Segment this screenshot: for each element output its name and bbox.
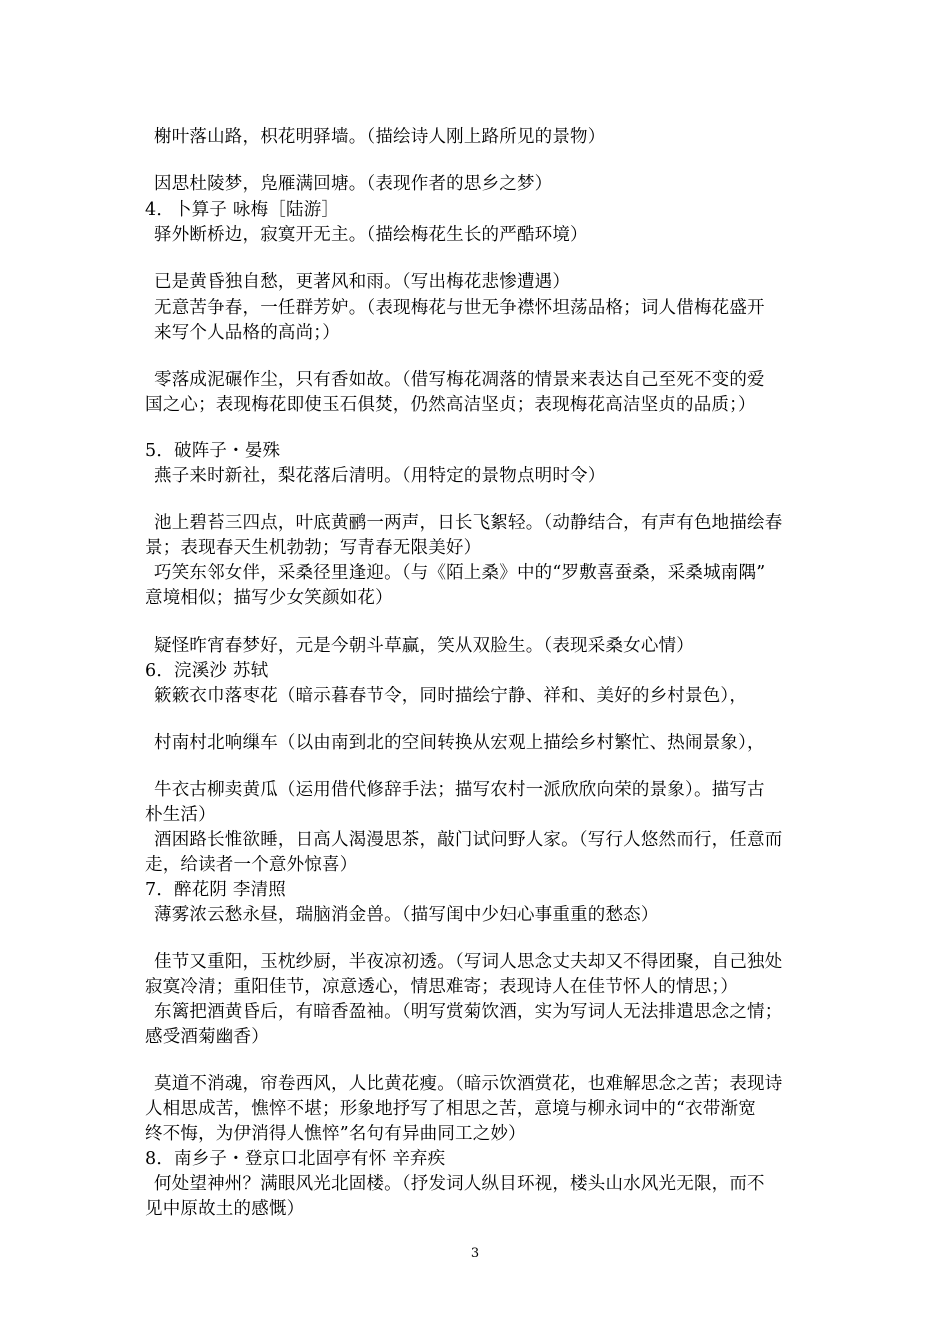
text-line: 感受酒菊幽香） — [145, 1027, 269, 1047]
page-number: 3 — [470, 1246, 480, 1261]
text-line: 牛衣古柳卖黄瓜（运用借代修辞手法；描写农村一派欣欣向荣的景象）。描写古 — [154, 780, 765, 800]
text-line: 莫道不消魂，帘卷西风，人比黄花瘦。（暗示饮酒赏花，也难解思念之苦；表现诗 — [154, 1074, 783, 1094]
text-line: 佳节又重阳，玉枕纱厨，半夜凉初透。（写词人思念丈夫却又不得团聚，自己独处 — [154, 952, 783, 972]
section-heading: 6．浣溪沙 苏轼 — [145, 661, 269, 681]
text-line: 无意苦争春，一任群芳妒。（表现梅花与世无争襟怀坦荡品格；词人借梅花盛开 — [154, 298, 765, 318]
text-line: 已是黄昏独自愁，更著风和雨。（写出梅花悲惨遭遇） — [154, 272, 571, 292]
text-line: 巧笑东邻女伴，采桑径里逢迎。（与《陌上桑》中的“罗敷喜蚕桑，采桑城南隅” — [154, 563, 766, 583]
text-line: 寂寞冷清；重阳佳节，凉意透心，情思难寄；表现诗人在佳节怀人的情思；） — [145, 977, 739, 997]
section-heading: 5．破阵子・晏殊 — [145, 441, 281, 461]
section-heading: 4．卜算子 咏梅［陆游］ — [145, 200, 340, 220]
text-line: 池上碧苔三四点，叶底黄鹂一两声，日长飞絮轻。（动静结合，有声有色地描绘春 — [154, 513, 783, 533]
section-heading: 7．醉花阴 李清照 — [145, 880, 286, 900]
text-line: 终不悔，为伊消得人憔悴”名句有异曲同工之妙） — [145, 1124, 526, 1144]
text-line: 驿外断桥边，寂寞开无主。（描绘梅花生长的严酷环境） — [154, 225, 588, 245]
text-line: 村南村北响缫车（以由南到北的空间转换从宏观上描绘乡村繁忙、热闹景象）， — [154, 733, 765, 753]
text-line: 东篱把酒黄昏后，有暗香盈袖。（明写赏菊饮酒，实为写词人无法排遣思念之情； — [154, 1002, 783, 1022]
text-line: 国之心；表现梅花即使玉石俱焚，仍然高洁坚贞；表现梅花高洁坚贞的品质；） — [145, 395, 756, 415]
text-line: 酒困路长惟欲睡，日高人渴漫思茶，敲门试问野人家。（写行人悠然而行，任意而 — [154, 830, 783, 850]
text-line: 燕子来时新社，梨花落后清明。（用特定的景物点明时令） — [154, 466, 606, 486]
text-line: 人相思成苦，憔悴不堪；形象地抒写了相思之苦，意境与柳永词中的“衣带渐宽 — [145, 1099, 756, 1119]
text-line: 景；表现春天生机勃勃；写青春无限美好） — [145, 538, 482, 558]
text-line: 见中原故土的感慨） — [145, 1199, 305, 1219]
text-line: 因思杜陵梦，凫雁满回塘。（表现作者的思乡之梦） — [154, 174, 553, 194]
text-line: 簌簌衣巾落枣花（暗示暮春节令，同时描绘宁静、祥和、美好的乡村景色）， — [154, 686, 748, 706]
text-line: 零落成泥碾作尘，只有香如故。（借写梅花凋落的情景来表达自己至死不变的爱 — [154, 370, 765, 390]
text-line: 来写个人品格的高尚；） — [154, 323, 340, 343]
text-line: 何处望神州？满眼风光北固楼。（抒发词人纵目环视，楼头山水风光无限，而不 — [154, 1174, 765, 1194]
text-line: 走，给读者一个意外惊喜） — [145, 855, 358, 875]
text-line: 意境相似；描写少女笑颜如花） — [145, 588, 393, 608]
text-line: 榭叶落山路，枳花明驿墙。（描绘诗人刚上路所见的景物） — [154, 127, 606, 147]
text-line: 朴生活） — [145, 805, 216, 825]
text-line: 疑怪昨宵春梦好，元是今朝斗草赢，笑从双脸生。（表现采桑女心情） — [154, 636, 694, 656]
text-line: 薄雾浓云愁永昼，瑞脑消金兽。（描写闺中少妇心事重重的愁态） — [154, 905, 659, 925]
section-heading: 8．南乡子・登京口北固亭有怀 辛弃疾 — [145, 1149, 446, 1169]
